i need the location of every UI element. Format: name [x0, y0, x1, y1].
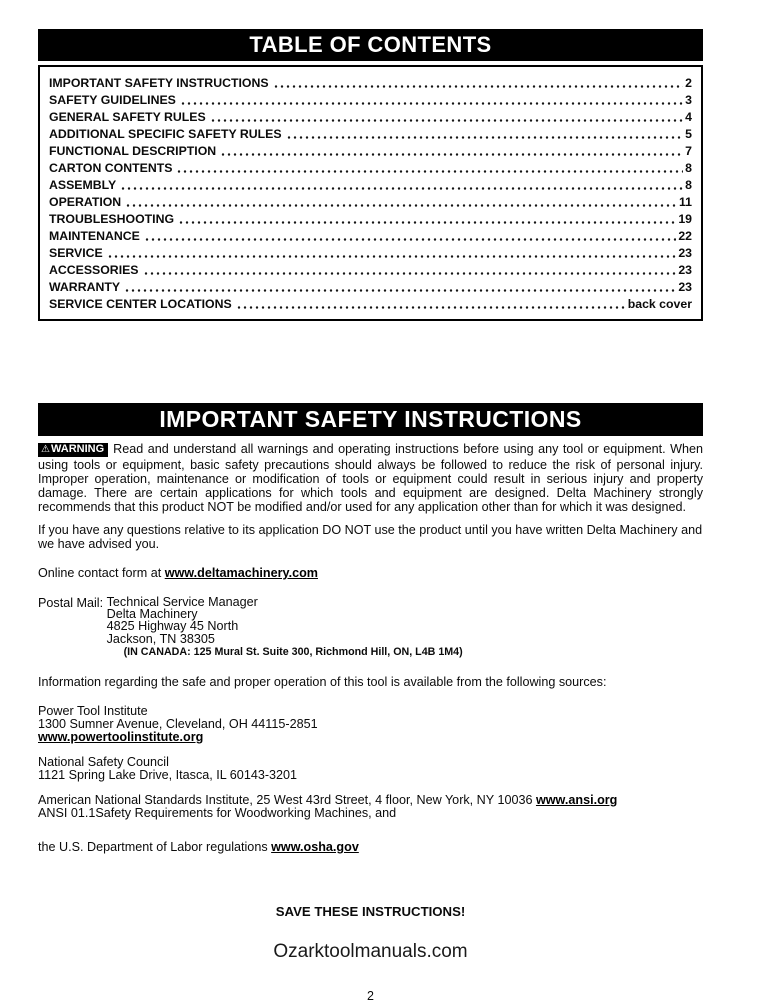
- safety-instructions-banner: [38, 403, 703, 436]
- toc-dot-leader: [286, 136, 684, 139]
- toc-dot-leader: [124, 289, 676, 292]
- toc-entry-page: 22: [678, 229, 692, 243]
- toc-dot-leader: [178, 221, 676, 224]
- postal-line: Delta Machinery: [106, 607, 198, 622]
- postal-mail-label: Postal Mail:: [38, 595, 107, 610]
- toc-dot-leader: [220, 153, 683, 156]
- toc-entry-page: 23: [678, 246, 692, 260]
- postal-line: Jackson, TN 38305: [106, 631, 215, 646]
- toc-banner: [38, 29, 703, 61]
- toc-entry-label: FUNCTIONAL DESCRIPTION: [49, 144, 217, 158]
- toc-entry: [49, 243, 692, 260]
- safety-instructions-title: IMPORTANT SAFETY INSTRUCTIONS: [159, 406, 582, 432]
- toc-entry-label: SERVICE: [49, 246, 103, 260]
- toc-entry-page: 23: [678, 263, 692, 277]
- toc-entry: [49, 158, 692, 175]
- toc-dot-leader: [210, 119, 683, 122]
- toc-entry: [49, 277, 692, 294]
- toc-entry: [49, 260, 692, 277]
- toc-entry-page: 19: [678, 212, 692, 226]
- toc-dot-leader: [273, 85, 684, 88]
- toc-dot-leader: [143, 272, 677, 275]
- ansi-prefix: American National Standards Institute, 25 West 43rd Street, 4 floor, New York, NY 10036: [38, 792, 536, 807]
- powertoolinstitute-link[interactable]: www.powertoolinstitute.org: [38, 729, 204, 744]
- pti-name: Power Tool Institute: [38, 703, 148, 718]
- national-safety-council-block: [38, 756, 703, 782]
- questions-paragraph: If you have any questions relative to its application DO NOT use the product until you have written Delta Machinery and we have advised you.: [38, 523, 703, 552]
- toc-entry-label: GENERAL SAFETY RULES: [49, 110, 206, 124]
- online-contact-line: [38, 566, 703, 580]
- toc-entry-label: ADDITIONAL SPECIFIC SAFETY RULES: [49, 127, 282, 141]
- toc-entry-label: SERVICE CENTER LOCATIONS: [49, 297, 232, 311]
- toc-dot-leader: [180, 102, 683, 105]
- osha-prefix: the U.S. Department of Labor regulations: [38, 839, 272, 854]
- toc-entry: [49, 175, 692, 192]
- toc-entry: [49, 73, 692, 90]
- toc-entry-label: SAFETY GUIDELINES: [49, 93, 176, 107]
- postal-mail-block: [38, 596, 703, 659]
- toc-entry-page: back cover: [627, 297, 692, 311]
- watermark-text: Ozarktoolmanuals.com: [273, 940, 468, 962]
- toc-entry-page: 3: [685, 93, 692, 107]
- toc-dot-leader: [125, 204, 677, 207]
- toc-entry-page: 11: [679, 195, 692, 209]
- save-instructions-line: SAVE THESE INSTRUCTIONS!: [275, 903, 466, 919]
- toc-dot-leader: [107, 255, 677, 258]
- online-contact-prefix: Online contact form at: [38, 565, 165, 580]
- toc-entry: [49, 294, 692, 311]
- toc-dot-leader: [176, 170, 683, 173]
- toc-entry-label: MAINTENANCE: [49, 229, 140, 243]
- toc-dot-leader: [236, 306, 626, 309]
- pti-address: 1300 Sumner Avenue, Cleveland, OH 44115-2851: [38, 716, 318, 731]
- postal-address-lines: [107, 596, 463, 659]
- toc-entry-label: ACCESSORIES: [49, 263, 139, 277]
- nsc-address: 1121 Spring Lake Drive, Itasca, IL 60143-3201: [38, 767, 298, 782]
- toc-entry: [49, 124, 692, 141]
- toc-dot-leader: [120, 187, 683, 190]
- toc-entry-page: 8: [685, 178, 692, 192]
- toc-entry-page: 2: [685, 76, 692, 90]
- toc-entry: [49, 209, 692, 226]
- warning-triangle-icon: ⚠: [41, 444, 50, 455]
- toc-entry-label: ASSEMBLY: [49, 178, 117, 192]
- warning-badge-label: WARNING: [50, 443, 105, 455]
- nsc-name: National Safety Council: [38, 754, 169, 769]
- ansi-block: [38, 794, 703, 820]
- toc-entry-label: WARRANTY: [49, 280, 121, 294]
- toc-entry-label: TROUBLESHOOTING: [49, 212, 175, 226]
- ansi-line2: ANSI 01.1Safety Requirements for Woodworking Machines, and: [38, 805, 397, 820]
- toc-title: TABLE OF CONTENTS: [249, 32, 492, 57]
- toc-entry-page: 4: [685, 110, 692, 124]
- toc-entry-label: IMPORTANT SAFETY INSTRUCTIONS: [49, 76, 269, 90]
- toc-entry: [49, 90, 692, 107]
- page-content: [38, 0, 703, 1000]
- ansi-link[interactable]: www.ansi.org: [535, 792, 618, 807]
- sources-intro: Information regarding the safe and proper operation of this tool is available from the following sources:: [38, 674, 607, 689]
- warning-paragraph: [38, 442, 703, 514]
- toc-entry: [49, 141, 692, 158]
- toc-entry-page: 5: [685, 127, 692, 141]
- warning-intro-text: Read and understand all warnings and operating instructions before using any tool or equipment. When using tools or equipment, basic safety precautions should always be followed to reduce the risk of personal injury. Improper operation, maintenance or modification of tools or equipment could result in serious injury and property damage. There are certain applications for which tools and equipment are designed. Delta Machinery strongly recommends that this product NOT be modified and/or used for any application other than for which it was designed.: [38, 442, 703, 515]
- postal-line: 4825 Highway 45 North: [106, 619, 239, 634]
- osha-line: [38, 840, 703, 854]
- toc-entry-page: 7: [685, 144, 692, 158]
- toc-dot-leader: [144, 238, 676, 241]
- canada-address-line: (IN CANADA: 125 Mural St. Suite 300, Richmond Hill, ON, L4B 1M4): [123, 646, 463, 659]
- page-number: 2: [367, 988, 374, 1000]
- ansi-line1: [38, 794, 703, 807]
- toc-entry: [49, 192, 692, 209]
- toc-entry-page: 23: [678, 280, 692, 294]
- toc-entry-page: 8: [685, 161, 692, 175]
- toc-entry: [49, 226, 692, 243]
- osha-link[interactable]: www.osha.gov: [271, 839, 359, 854]
- power-tool-institute-block: [38, 705, 703, 744]
- postal-line: Technical Service Manager: [106, 594, 258, 609]
- warning-badge: [38, 443, 108, 457]
- toc-entry: [49, 107, 692, 124]
- toc-entry-label: CARTON CONTENTS: [49, 161, 173, 175]
- toc-entry-label: OPERATION: [49, 195, 122, 209]
- toc-box: [38, 65, 703, 321]
- deltamachinery-link[interactable]: www.deltamachinery.com: [164, 565, 318, 580]
